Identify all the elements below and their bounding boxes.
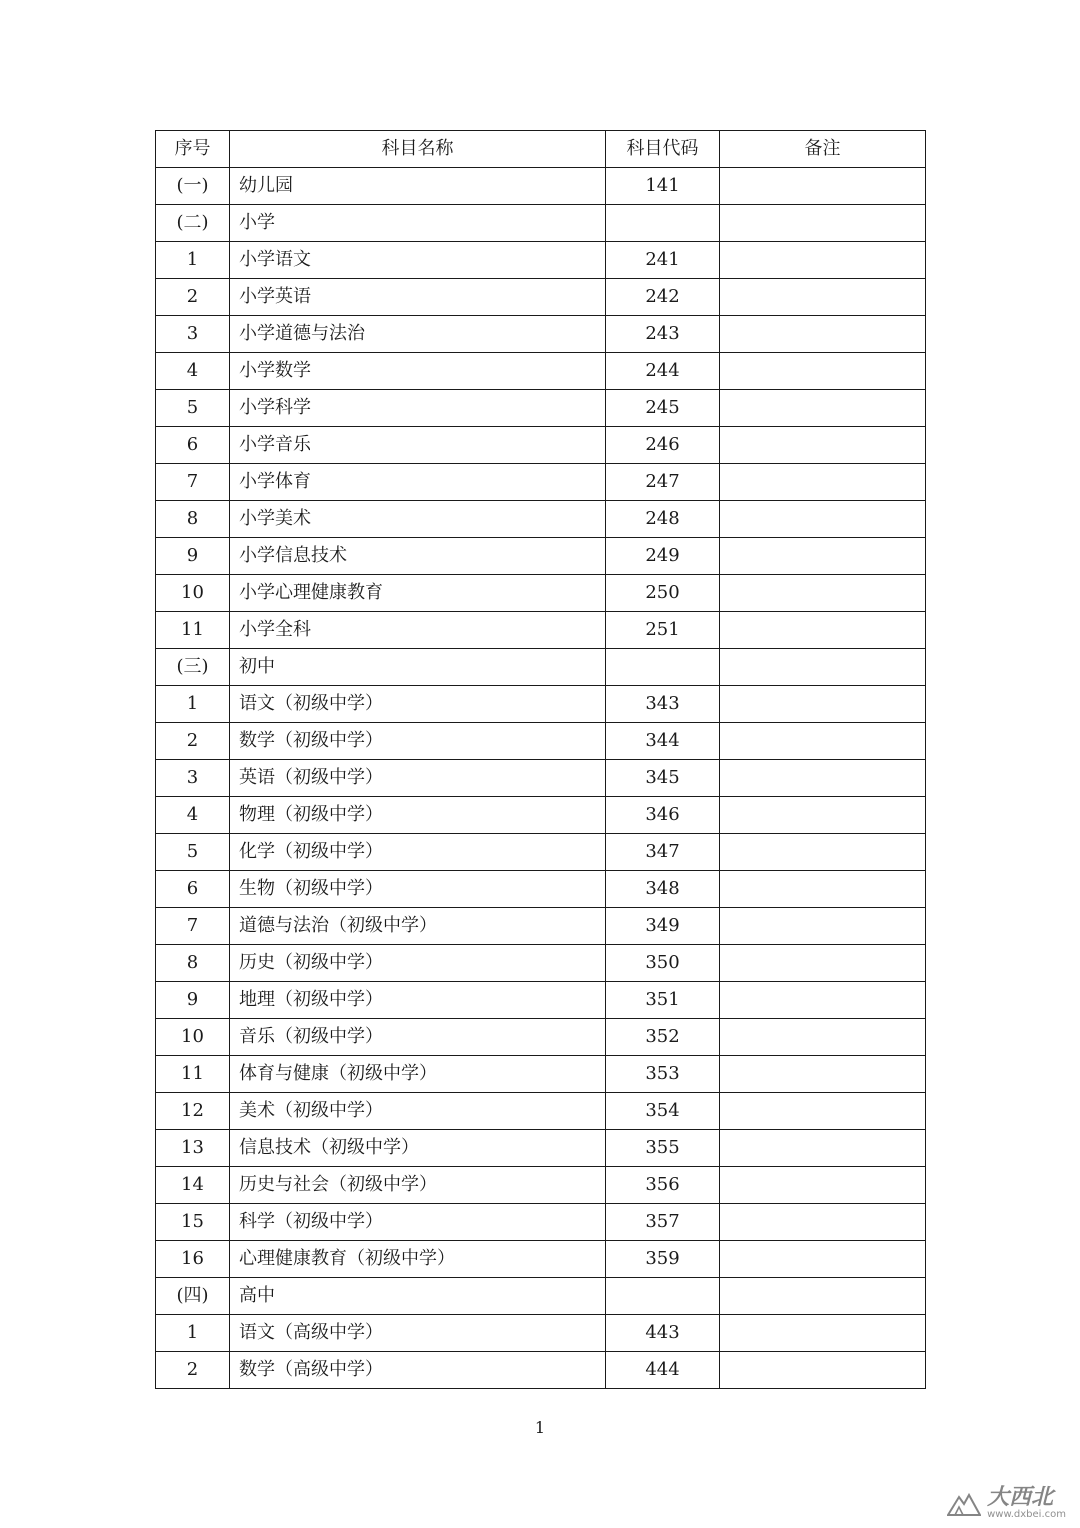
- cell-seq: 4: [156, 353, 230, 390]
- table-row: [156, 1241, 926, 1278]
- cell-subject-name: 小学全科: [230, 612, 606, 649]
- table-row: [156, 1278, 926, 1315]
- cell-subject-name: 小学美术: [230, 501, 606, 538]
- cell-subject-code: 350: [606, 945, 720, 982]
- cell-subject-name: 历史（初级中学）: [230, 945, 606, 982]
- cell-seq: 10: [156, 1019, 230, 1056]
- table-row: [156, 1056, 926, 1093]
- cell-subject-name: 初中: [230, 649, 606, 686]
- table-row: [156, 1130, 926, 1167]
- table-row: [156, 834, 926, 871]
- table-row: [156, 982, 926, 1019]
- cell-subject-name: 高中: [230, 1278, 606, 1315]
- cell-subject-code: 244: [606, 353, 720, 390]
- cell-subject-name: 幼儿园: [230, 168, 606, 205]
- cell-subject-name: 数学（高级中学）: [230, 1352, 606, 1389]
- cell-seq: 15: [156, 1204, 230, 1241]
- cell-seq: 2: [156, 1352, 230, 1389]
- cell-subject-name: 科学（初级中学）: [230, 1204, 606, 1241]
- cell-seq: 8: [156, 501, 230, 538]
- cell-seq: 16: [156, 1241, 230, 1278]
- cell-subject-name: 生物（初级中学）: [230, 871, 606, 908]
- cell-subject-code: 443: [606, 1315, 720, 1352]
- cell-subject-code: 242: [606, 279, 720, 316]
- table-body: [156, 168, 926, 1389]
- cell-subject-name: 小学道德与法治: [230, 316, 606, 353]
- cell-seq: 6: [156, 427, 230, 464]
- cell-subject-code: 243: [606, 316, 720, 353]
- cell-subject-name: 小学信息技术: [230, 538, 606, 575]
- table-row: [156, 945, 926, 982]
- cell-subject-name: 心理健康教育（初级中学）: [230, 1241, 606, 1278]
- cell-note: [720, 1130, 926, 1167]
- cell-subject-code: 344: [606, 723, 720, 760]
- table-row: [156, 427, 926, 464]
- cell-subject-name: 美术（初级中学）: [230, 1093, 606, 1130]
- cell-seq: 1: [156, 1315, 230, 1352]
- table-row: [156, 1352, 926, 1389]
- table-row: [156, 1019, 926, 1056]
- cell-note: [720, 945, 926, 982]
- cell-subject-code: [606, 1278, 720, 1315]
- cell-seq: 1: [156, 686, 230, 723]
- table-row: [156, 464, 926, 501]
- cell-seq: 7: [156, 464, 230, 501]
- cell-subject-code: 251: [606, 612, 720, 649]
- cell-seq: 7: [156, 908, 230, 945]
- cell-subject-name: 历史与社会（初级中学）: [230, 1167, 606, 1204]
- table-row: [156, 279, 926, 316]
- cell-subject-name: 小学英语: [230, 279, 606, 316]
- cell-seq: 5: [156, 390, 230, 427]
- page-number: 1: [534, 1418, 546, 1437]
- cell-subject-code: 348: [606, 871, 720, 908]
- table-row: [156, 1204, 926, 1241]
- table-row: [156, 501, 926, 538]
- cell-subject-code: 241: [606, 242, 720, 279]
- cell-subject-code: 345: [606, 760, 720, 797]
- table-row: [156, 760, 926, 797]
- table-row: [156, 612, 926, 649]
- cell-seq: 9: [156, 982, 230, 1019]
- cell-subject-code: 249: [606, 538, 720, 575]
- cell-note: [720, 649, 926, 686]
- cell-seq: 13: [156, 1130, 230, 1167]
- header-seq: 序号: [156, 131, 230, 168]
- table-row: [156, 205, 926, 242]
- cell-subject-name: 英语（初级中学）: [230, 760, 606, 797]
- cell-seq: (四): [156, 1278, 230, 1315]
- cell-seq: (三): [156, 649, 230, 686]
- table-row: [156, 1315, 926, 1352]
- cell-seq: (二): [156, 205, 230, 242]
- cell-subject-name: 语文（高级中学）: [230, 1315, 606, 1352]
- cell-subject-code: 353: [606, 1056, 720, 1093]
- cell-subject-name: 语文（初级中学）: [230, 686, 606, 723]
- cell-subject-code: [606, 205, 720, 242]
- table-row: [156, 723, 926, 760]
- cell-subject-code: 246: [606, 427, 720, 464]
- cell-subject-code: 245: [606, 390, 720, 427]
- cell-seq: 6: [156, 871, 230, 908]
- table-row: [156, 908, 926, 945]
- cell-note: [720, 1093, 926, 1130]
- table-row: [156, 168, 926, 205]
- cell-note: [720, 686, 926, 723]
- table-row: [156, 575, 926, 612]
- cell-subject-code: 444: [606, 1352, 720, 1389]
- cell-subject-name: 小学数学: [230, 353, 606, 390]
- table-row: [156, 686, 926, 723]
- table-row: [156, 353, 926, 390]
- cell-note: [720, 538, 926, 575]
- cell-note: [720, 575, 926, 612]
- cell-subject-code: 343: [606, 686, 720, 723]
- watermark-site-url: www.dxbei.com: [987, 1509, 1066, 1520]
- cell-subject-code: 346: [606, 797, 720, 834]
- cell-seq: 2: [156, 279, 230, 316]
- cell-subject-name: 地理（初级中学）: [230, 982, 606, 1019]
- cell-subject-name: 小学: [230, 205, 606, 242]
- cell-seq: 11: [156, 1056, 230, 1093]
- cell-subject-code: 356: [606, 1167, 720, 1204]
- cell-subject-name: 物理（初级中学）: [230, 797, 606, 834]
- cell-note: [720, 464, 926, 501]
- cell-subject-code: 247: [606, 464, 720, 501]
- table-row: [156, 1167, 926, 1204]
- cell-note: [720, 612, 926, 649]
- cell-subject-name: 音乐（初级中学）: [230, 1019, 606, 1056]
- cell-note: [720, 168, 926, 205]
- table-row: [156, 316, 926, 353]
- cell-subject-code: 248: [606, 501, 720, 538]
- cell-seq: (一): [156, 168, 230, 205]
- cell-subject-code: 250: [606, 575, 720, 612]
- cell-subject-name: 小学音乐: [230, 427, 606, 464]
- watermark-text: [987, 1486, 1066, 1520]
- table-row: [156, 390, 926, 427]
- subject-code-table: [155, 130, 926, 1389]
- site-watermark: [947, 1486, 1066, 1520]
- cell-seq: 8: [156, 945, 230, 982]
- cell-subject-name: 小学心理健康教育: [230, 575, 606, 612]
- cell-note: [720, 501, 926, 538]
- cell-subject-name: 信息技术（初级中学）: [230, 1130, 606, 1167]
- table-row: [156, 871, 926, 908]
- cell-seq: 11: [156, 612, 230, 649]
- cell-note: [720, 1315, 926, 1352]
- cell-subject-code: 354: [606, 1093, 720, 1130]
- table-header-row: [156, 131, 926, 168]
- cell-subject-code: 352: [606, 1019, 720, 1056]
- cell-seq: 3: [156, 760, 230, 797]
- mountain-logo-icon: [947, 1489, 981, 1517]
- header-subject-name: 科目名称: [230, 131, 606, 168]
- cell-seq: 3: [156, 316, 230, 353]
- cell-subject-code: 355: [606, 1130, 720, 1167]
- cell-note: [720, 760, 926, 797]
- table-row: [156, 242, 926, 279]
- cell-note: [720, 1241, 926, 1278]
- cell-note: [720, 279, 926, 316]
- cell-seq: 1: [156, 242, 230, 279]
- cell-note: [720, 205, 926, 242]
- cell-seq: 5: [156, 834, 230, 871]
- cell-note: [720, 871, 926, 908]
- cell-subject-code: 357: [606, 1204, 720, 1241]
- cell-note: [720, 427, 926, 464]
- table-row: [156, 797, 926, 834]
- cell-seq: 14: [156, 1167, 230, 1204]
- cell-seq: 9: [156, 538, 230, 575]
- header-subject-code: 科目代码: [606, 131, 720, 168]
- cell-subject-name: 数学（初级中学）: [230, 723, 606, 760]
- cell-note: [720, 390, 926, 427]
- cell-note: [720, 1278, 926, 1315]
- cell-subject-code: [606, 649, 720, 686]
- cell-subject-name: 道德与法治（初级中学）: [230, 908, 606, 945]
- cell-subject-code: 359: [606, 1241, 720, 1278]
- cell-note: [720, 1056, 926, 1093]
- cell-seq: 12: [156, 1093, 230, 1130]
- cell-subject-code: 347: [606, 834, 720, 871]
- table-row: [156, 1093, 926, 1130]
- cell-subject-name: 体育与健康（初级中学）: [230, 1056, 606, 1093]
- cell-subject-name: 化学（初级中学）: [230, 834, 606, 871]
- cell-note: [720, 242, 926, 279]
- cell-note: [720, 908, 926, 945]
- cell-subject-code: 349: [606, 908, 720, 945]
- cell-subject-code: 141: [606, 168, 720, 205]
- table-row: [156, 649, 926, 686]
- cell-seq: 10: [156, 575, 230, 612]
- cell-note: [720, 1352, 926, 1389]
- cell-seq: 2: [156, 723, 230, 760]
- cell-note: [720, 353, 926, 390]
- cell-note: [720, 1167, 926, 1204]
- table-row: [156, 538, 926, 575]
- cell-subject-name: 小学体育: [230, 464, 606, 501]
- cell-note: [720, 982, 926, 1019]
- cell-subject-name: 小学语文: [230, 242, 606, 279]
- cell-subject-name: 小学科学: [230, 390, 606, 427]
- cell-note: [720, 1019, 926, 1056]
- cell-subject-code: 351: [606, 982, 720, 1019]
- header-note: 备注: [720, 131, 926, 168]
- cell-note: [720, 723, 926, 760]
- cell-note: [720, 1204, 926, 1241]
- cell-note: [720, 834, 926, 871]
- cell-seq: 4: [156, 797, 230, 834]
- cell-note: [720, 797, 926, 834]
- cell-note: [720, 316, 926, 353]
- watermark-site-name: 大西北: [987, 1484, 1054, 1510]
